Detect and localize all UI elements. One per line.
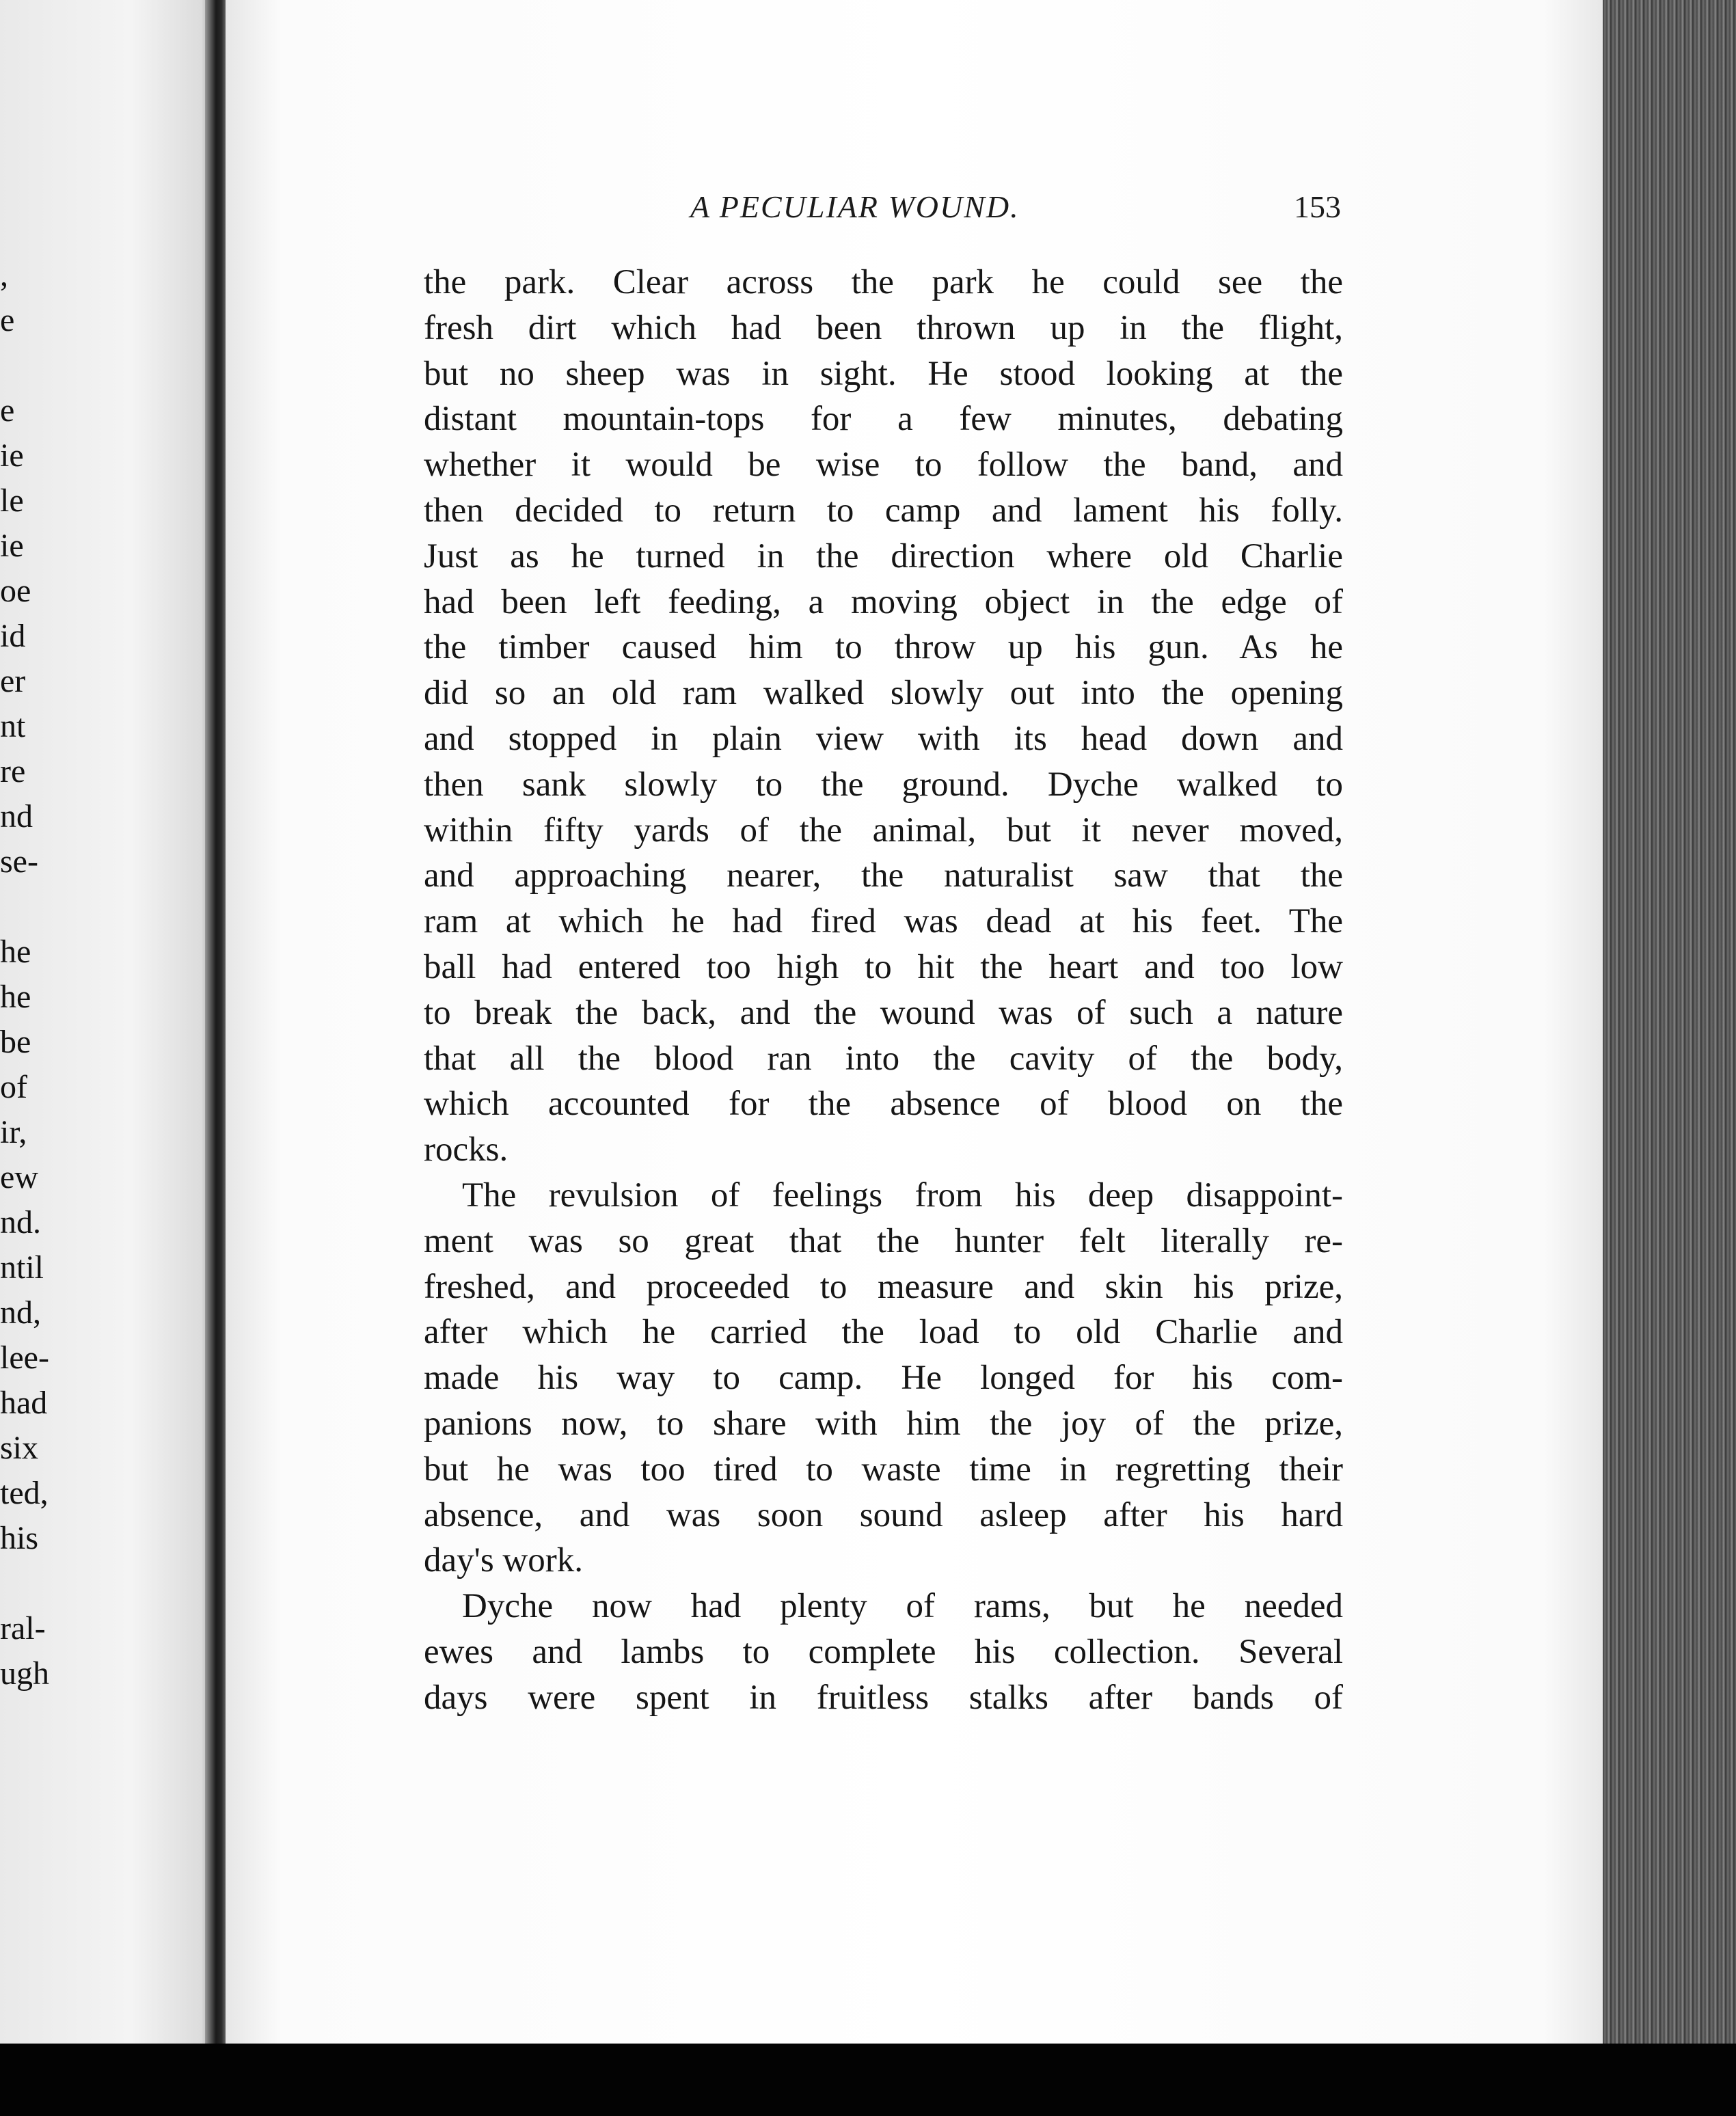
text-line: made his way to camp. He longed for his com-: [424, 1359, 1343, 1398]
text-line: ment was so great that the hunter felt literally re-: [424, 1221, 1343, 1260]
text-line: Just as he turned in the direction where old Charlie: [424, 537, 1343, 575]
paragraph: [424, 1173, 1343, 1584]
text-line: and stopped in plain view with its head down and: [424, 719, 1343, 758]
paragraph: [424, 1584, 1343, 1720]
text-line: ball had entered too high to hit the heart and too low: [424, 947, 1343, 986]
left-page-fragment: re: [0, 753, 26, 789]
text-line: ram at which he had fired was dead at his feet. The: [424, 902, 1343, 941]
text-line: then sank slowly to the ground. Dyche walked to: [424, 765, 1343, 804]
text-line: rocks.: [424, 1130, 508, 1169]
left-page-fragment: ir,: [0, 1114, 27, 1150]
left-page-fragment: nd: [0, 798, 33, 835]
left-page-fragment: le: [0, 483, 24, 519]
text-line: but he was too tired to waste time in regretting their: [424, 1450, 1343, 1489]
text-line: absence, and was soon sound asleep after his hard: [424, 1495, 1343, 1534]
left-page-fragment: be: [0, 1024, 31, 1060]
left-page: [0, 0, 219, 2044]
left-page-fragment: had: [0, 1385, 48, 1421]
scan-bottom-border: [0, 2044, 1736, 2116]
text-line: freshed, and proceeded to measure and skin his prize,: [424, 1267, 1343, 1306]
text-line: and approaching nearer, the naturalist saw that the: [424, 856, 1343, 895]
left-page-fragment: he: [0, 979, 31, 1015]
left-page-fragment: of: [0, 1069, 27, 1105]
text-line: did so an old ram walked slowly out into the opening: [424, 674, 1343, 713]
left-page-text-fragments: [0, 253, 82, 1696]
running-head: A PECULIAR WOUND.: [690, 189, 1020, 224]
text-line: days were spent in fruitless stalks after bands of: [424, 1678, 1343, 1717]
left-page-fragment: his: [0, 1520, 39, 1556]
left-page-fragment: ie: [0, 437, 24, 474]
text-line: after which he carried the load to old Charlie and: [424, 1313, 1343, 1352]
left-page-fragment: se-: [0, 843, 38, 880]
text-line: to break the back, and the wound was of such a nature: [424, 993, 1343, 1032]
left-page-fragment: [0, 343, 82, 388]
left-page-fragment: six: [0, 1430, 39, 1466]
text-line: fresh dirt which had been thrown up in the flight,: [424, 308, 1343, 347]
paragraph: [424, 260, 1343, 1173]
left-page-fragment: id: [0, 618, 26, 654]
left-page-fragment: ted,: [0, 1475, 49, 1511]
left-page-fragment: lee-: [0, 1340, 49, 1376]
text-line: had been left feeding, a moving object in the edge of: [424, 582, 1343, 621]
left-page-fragment: [0, 884, 82, 930]
text-line: day's work.: [424, 1541, 583, 1580]
text-line: then decided to return to camp and lament his folly.: [424, 491, 1343, 530]
left-page-fragment: ntil: [0, 1249, 44, 1286]
text-line: whether it would be wise to follow the band, and: [424, 446, 1343, 485]
left-page-fragment: nd.: [0, 1204, 41, 1240]
text-line: the park. Clear across the park he could see the: [424, 263, 1343, 301]
left-page-fragment: er: [0, 663, 26, 699]
text-line: that all the blood ran into the cavity of the body,: [424, 1039, 1343, 1078]
text-line: which accounted for the absence of blood on the: [424, 1085, 1343, 1124]
left-page-fragment: he: [0, 934, 31, 970]
left-page-fragment: [0, 1561, 82, 1606]
left-page-fragment: nd,: [0, 1294, 41, 1331]
left-page-fragment: ie: [0, 528, 24, 564]
text-line: within fifty yards of the animal, but it never moved,: [424, 811, 1343, 850]
left-page-fragment: ral-: [0, 1610, 46, 1646]
text-line: distant mountain-tops for a few minutes, debating: [424, 400, 1343, 439]
text-line: Dyche now had plenty of rams, but he needed: [462, 1587, 1343, 1626]
left-page-fragment: ew: [0, 1159, 38, 1195]
left-page-fragment: oe: [0, 573, 31, 609]
page-edges: [1603, 0, 1736, 2044]
left-page-fragment: ugh: [0, 1655, 49, 1692]
left-page-fragment: e: [0, 392, 15, 429]
text-line: ewes and lambs to complete his collection. Several: [424, 1632, 1343, 1671]
text-line: The revulsion of feelings from his deep disappoint-: [462, 1176, 1343, 1215]
text-line: panions now, to share with him the joy of the prize,: [424, 1404, 1343, 1443]
left-page-fragment: e: [0, 302, 15, 338]
left-page-fragment: ,: [0, 257, 8, 293]
page-number: 153: [1294, 189, 1341, 224]
left-page-fragment: nt: [0, 708, 26, 744]
text-line: but no sheep was in sight. He stood looking at the: [424, 354, 1343, 393]
body-text: [424, 260, 1343, 1721]
text-line: the timber caused him to throw up his gun. As he: [424, 628, 1343, 667]
